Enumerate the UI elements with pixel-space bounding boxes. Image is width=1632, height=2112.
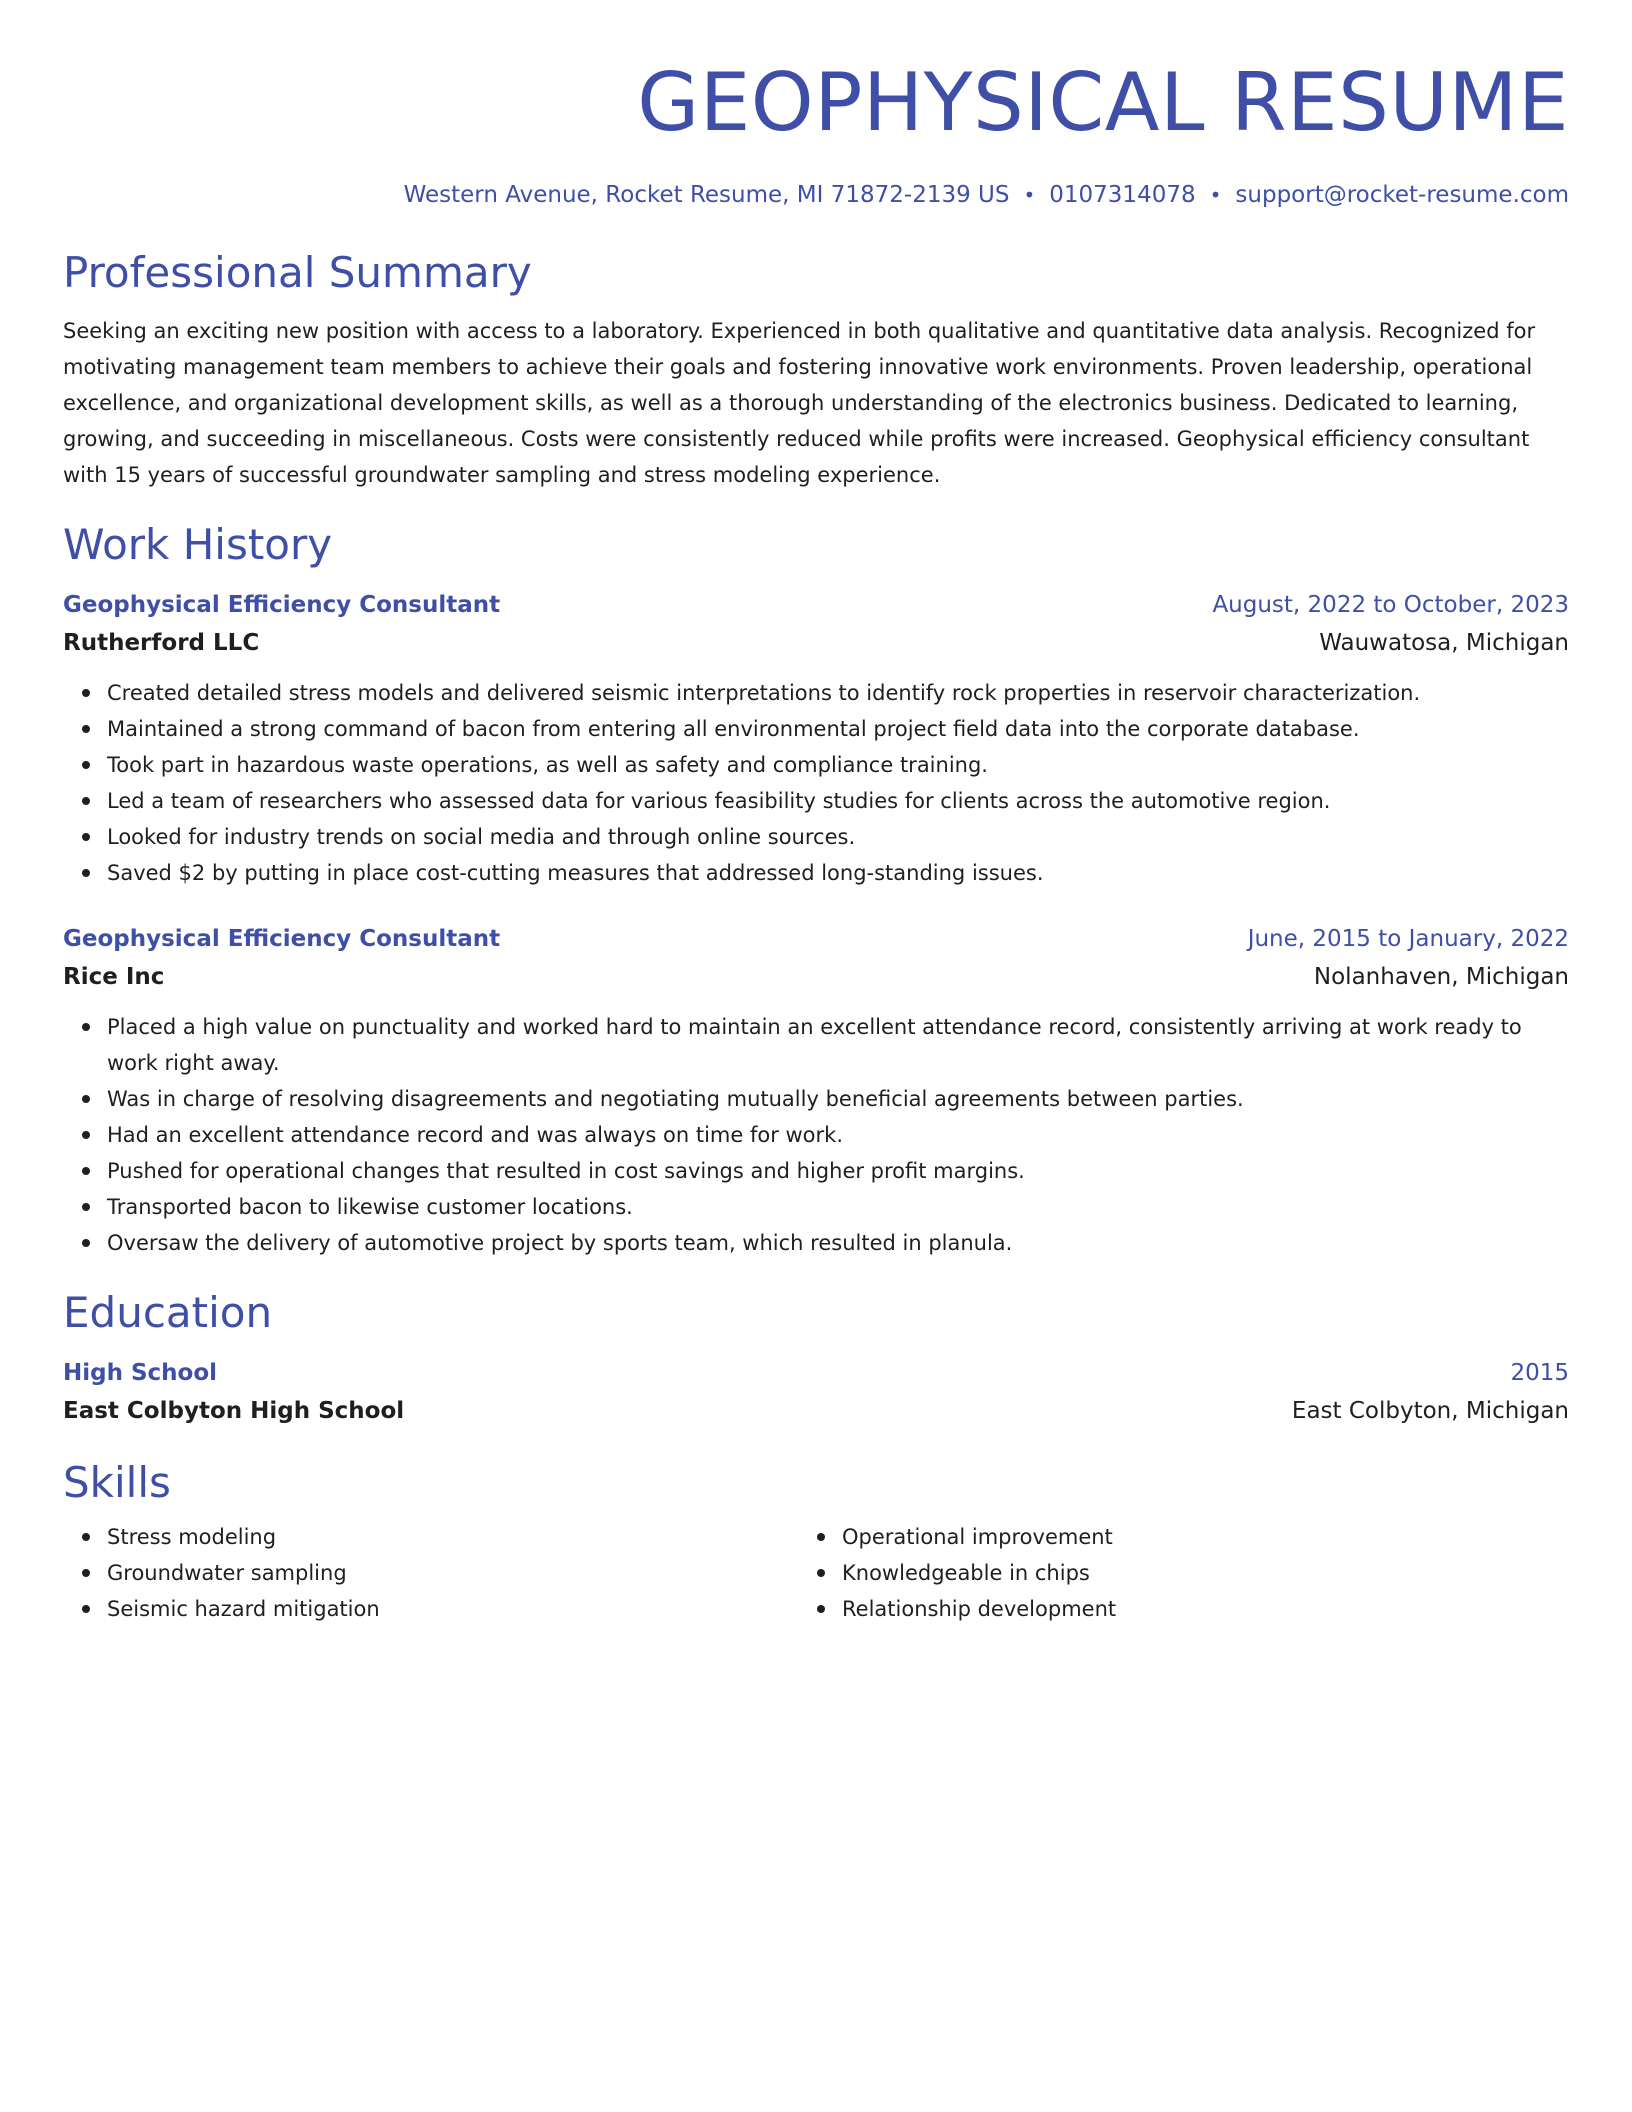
bullet-icon [817,1569,825,1577]
job-company: Rutherford LLC [63,630,260,656]
contact-separator: • [1209,183,1222,207]
job-bullet [107,1189,1569,1225]
skills-list [63,1519,1569,1627]
contact-email[interactable]: support@rocket-resume.com [1235,182,1569,208]
bullet-icon [82,689,90,697]
job-bullet-text: Took part in hazardous waste operations, as well as safety and compliance training. [107,753,988,777]
bullet-icon [82,869,90,877]
job-location: Nolanhaven, Michigan [1313,964,1569,990]
job-bullet [107,783,1569,819]
education-title-row [63,1355,1569,1391]
job-bullet [107,855,1569,891]
bullet-icon [82,1203,90,1211]
contact-phone: 0107314078 [1049,182,1196,208]
job-title: Geophysical Efficiency Consultant [63,592,501,618]
job-bullet-text: Saved $2 by putting in place cost-cutting measures that addressed long-standing issues. [107,861,1044,885]
job-dates: June, 2015 to January, 2022 [1247,926,1569,952]
bullet-icon [82,761,90,769]
skill-item [107,1555,798,1591]
resume-header [63,55,1569,211]
job-bullet [107,819,1569,855]
contact-line [63,179,1569,211]
job-bullet [107,711,1569,747]
job-bullet-text: Oversaw the delivery of automotive project by sports team, which resulted in planula. [107,1231,1013,1255]
job-bullet [107,1117,1569,1153]
bullet-icon [82,1023,90,1031]
summary-text: Seeking an exciting new position with access to a laboratory. Experienced in both qualitative and quantitative data analysis. Recognized for motivating management team members to achieve their goals and fostering innovative work environments. Proven leadership, operational excellence, and organizational development skills, as well as a thorough understanding of the electronics business. Dedicated to learning, growing, and succeeding in miscellaneous. Costs were consistently reduced while profits were increased. Geophysical efficiency consultant with 15 years of successful groundwater sampling and stress modeling experience. [63,319,1536,487]
job-company-row [63,957,1569,997]
education-school-row [63,1391,1569,1431]
job-bullet-text: Led a team of researchers who assessed data for various feasibility studies for clients across the automotive region. [107,789,1331,813]
bullet-icon [817,1533,825,1541]
skill-item [842,1591,1533,1627]
resume-name: GEOPHYSICAL RESUME [637,56,1569,149]
job-entry [63,587,1569,891]
skill-text: Knowledgeable in chips [842,1561,1090,1585]
education-heading: Education [63,1288,273,1337]
education-location: East Colbyton, Michigan [1291,1398,1569,1424]
contact-address: Western Avenue, Rocket Resume, MI 71872-2139 US [403,182,1010,208]
bullet-icon [82,1605,90,1613]
job-bullet [107,675,1569,711]
bullet-icon [82,1095,90,1103]
job-company: Rice Inc [63,964,165,990]
job-bullet-text: Created detailed stress models and delivered seismic interpretations to identify rock properties in reservoir characterization. [107,681,1421,705]
education-degree: High School [63,1360,218,1386]
skill-text: Relationship development [842,1597,1117,1621]
skill-item [842,1519,1533,1555]
job-title-row [63,921,1569,957]
job-location: Wauwatosa, Michigan [1319,630,1569,656]
skills-bullets [63,1519,798,1627]
job-bullet-text: Looked for industry trends on social media and through online sources. [107,825,856,849]
job-title-row [63,587,1569,623]
job-bullet-text: Transported bacon to likewise customer locations. [107,1195,633,1219]
job-bullets [63,675,1569,891]
job-bullet-text: Maintained a strong command of bacon from entering all environmental project field data into the corporate database. [107,717,1360,741]
job-entry [63,921,1569,1261]
bullet-icon [82,1533,90,1541]
job-bullet-text: Was in charge of resolving disagreements and negotiating mutually beneficial agreements between parties. [107,1087,1244,1111]
skills-heading: Skills [63,1458,171,1507]
job-title: Geophysical Efficiency Consultant [63,926,501,952]
job-company-row [63,623,1569,663]
education-school: East Colbyton High School [63,1398,405,1424]
skill-text: Stress modeling [107,1525,277,1549]
bullet-icon [817,1605,825,1613]
job-bullet [107,747,1569,783]
job-dates: August, 2022 to October, 2023 [1212,592,1569,618]
skill-text: Groundwater sampling [107,1561,347,1585]
job-bullet [107,1009,1569,1081]
bullet-icon [82,797,90,805]
bullet-icon [82,1167,90,1175]
work-history-heading: Work History [63,520,333,569]
bullet-icon [82,1239,90,1247]
skills-column-left [63,1519,798,1627]
education-year: 2015 [1510,1360,1569,1386]
skill-item [107,1519,798,1555]
bullet-icon [82,725,90,733]
contact-separator: • [1023,183,1036,207]
skills-bullets [798,1519,1533,1627]
skill-text: Seismic hazard mitigation [107,1597,380,1621]
job-bullet [107,1081,1569,1117]
job-bullet-text: Had an excellent attendance record and was always on time for work. [107,1123,844,1147]
bullet-icon [82,833,90,841]
skills-column-right [798,1519,1533,1627]
job-bullet [107,1225,1569,1261]
education-entry [63,1355,1569,1431]
summary-heading: Professional Summary [63,248,532,297]
bullet-icon [82,1131,90,1139]
bullet-icon [82,1569,90,1577]
skill-item [107,1591,798,1627]
job-bullet-text: Pushed for operational changes that resulted in cost savings and higher profit margins. [107,1159,1025,1183]
job-bullet-text: Placed a high value on punctuality and worked hard to maintain an excellent attendance record, consistently arriving at work ready to work right away. [107,1015,1522,1075]
job-bullets [63,1009,1569,1261]
job-bullet [107,1153,1569,1189]
skill-text: Operational improvement [842,1525,1113,1549]
skill-item [842,1555,1533,1591]
